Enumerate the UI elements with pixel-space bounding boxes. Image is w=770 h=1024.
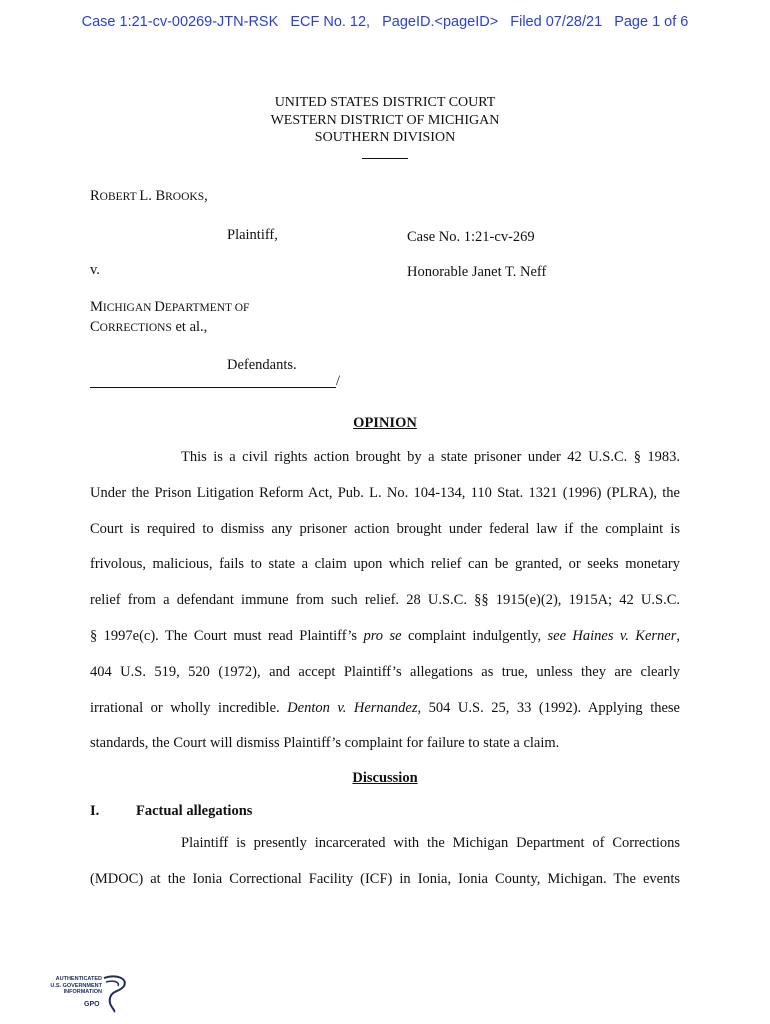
opinion-heading: OPINION: [353, 415, 417, 431]
defendant-line-1: MICHIGAN DEPARTMENT OF: [90, 299, 250, 315]
filed-date: Filed 07/28/21: [510, 14, 603, 30]
p1-line-8: irrational or wholly incredible. Denton v. Hernandez, 504 U.S. 25, 33 (1992). Applying these: [90, 699, 680, 716]
court-title: [0, 94, 770, 164]
ecf-number: ECF No. 12,: [290, 14, 371, 30]
defendant-line-2: CORRECTIONS et al.,: [90, 319, 208, 335]
plaintiff-role: Plaintiff,: [227, 227, 278, 243]
case-no: Case No. 1:21-cv-269: [407, 229, 535, 245]
paragraph-2: [90, 826, 680, 898]
p1-line-3: Court is required to dismiss any prisoner action brought under federal law if the complaint is: [90, 520, 680, 537]
page-id: PageID.<pageID>: [382, 14, 499, 30]
p1-line-5: relief from a defendant immune from such relief. 28 U.S.C. §§ 1915(e)(2), 1915A; 42 U.S.C.: [90, 592, 680, 609]
gpo-authenticated-logo: [44, 972, 130, 1014]
page-count: Page 1 of 6: [614, 14, 689, 30]
p1-line-4: frivolous, malicious, fails to state a claim upon which relief can be granted, or seeks monetary: [90, 556, 680, 573]
judge: Honorable Janet T. Neff: [407, 264, 547, 280]
section-title: Factual allegations: [136, 803, 253, 819]
case-number: Case 1:21-cv-00269-JTN-RSK: [81, 14, 279, 30]
p1-line-6: § 1997e(c). The Court must read Plaintiff’s pro se complaint indulgently, see Haines v. Kerner,: [90, 627, 680, 644]
caption-underline: [90, 377, 336, 388]
plaintiff-name: ROBERT L. BROOKS,: [90, 188, 208, 204]
paragraph-1: [90, 440, 680, 762]
p1-line-1: This is a civil rights action brought by a state prisoner under 42 U.S.C. § 1983.: [181, 449, 680, 465]
section-number: I.: [90, 803, 100, 819]
defendant-role: Defendants.: [227, 357, 297, 373]
versus: v.: [90, 262, 100, 278]
court-line-3: SOUTHERN DIVISION: [314, 130, 456, 145]
court-rule: [362, 148, 408, 159]
discussion-heading: Discussion: [352, 770, 418, 786]
court-line-1: UNITED STATES DISTRICT COURT: [274, 95, 496, 110]
gpo-logo-text: AUTHENTICATED U.S. GOVERNMENT INFORMATION: [50, 976, 102, 995]
p2-line-1: Plaintiff is presently incarcerated with the Michigan Department of Corrections: [181, 835, 680, 851]
svg-text:GPO: GPO: [84, 1001, 100, 1008]
caption-slash: /: [336, 373, 341, 389]
p2-line-2: (MDOC) at the Ionia Correctional Facility (ICF) in Ionia, Ionia County, Michigan. The events: [90, 870, 680, 887]
court-line-2: WESTERN DISTRICT OF MICHIGAN: [270, 112, 500, 128]
eagle-icon: [44, 972, 130, 1014]
p1-line-9: standards, the Court will dismiss Plaintiff’s complaint for failure to state a claim.: [90, 735, 560, 752]
p1-line-7: 404 U.S. 519, 520 (1972), and accept Plaintiff’s allegations as true, unless they are clearly: [90, 663, 680, 680]
p1-line-2: Under the Prison Litigation Reform Act, Pub. L. No. 104-134, 110 Stat. 1321 (1996) (PLRA), the: [90, 484, 680, 501]
ecf-header: [0, 14, 770, 30]
